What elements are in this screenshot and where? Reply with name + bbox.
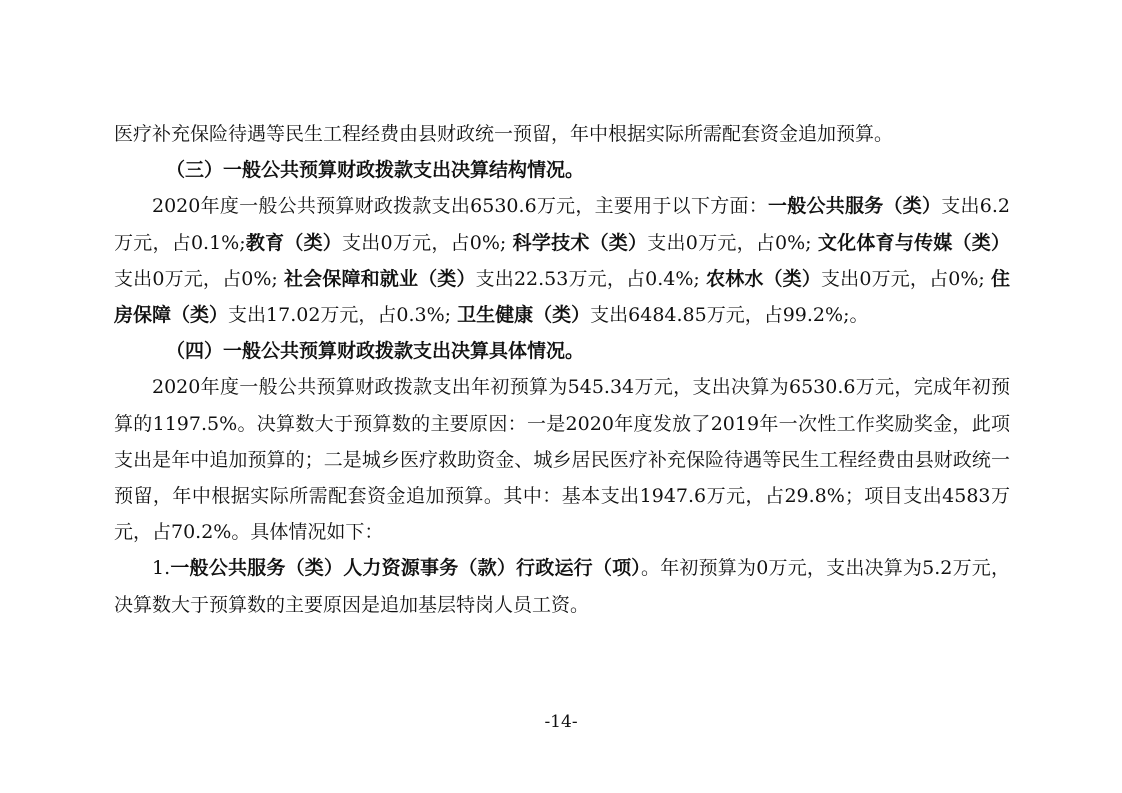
category-social-security-employment: 社会保障和就业（类） (283, 267, 476, 290)
category-culture-sports-media: 文化体育与传媒（类） (817, 231, 1011, 254)
category-education: 教育（类） (245, 231, 343, 254)
paragraph-text: 支出0万元，占0%; (342, 231, 513, 254)
item-title: 一般公共服务（类）人力资源事务（款）行政运行（项） (170, 557, 641, 580)
paragraph-details: 2020年度一般公共预算财政拨款支出年初预算为545.34万元，支出决算为6530.6万元，完成年初预算的1197.5%。决算数大于预算数的主要原因：一是2020年度发放了2019年一次性工作奖励奖金，此项支出是年中追加预算的；二是城乡医疗救助资金、城乡居民医疗补充保险待遇等民生工程经费由县财政统一预留，年中根据实际所需配套资金追加预算。其中：基本支出1947.6万元，占29.8%；项目支出4583万元，占70.2%。具体情况如下： (114, 376, 1010, 544)
paragraph-item-1 (114, 550, 1010, 622)
category-agriculture-forestry-water: 农林水（类） (706, 267, 822, 290)
paragraph-text: 2020年度一般公共预算财政拨款支出6530.6万元，主要用于以下方面： (152, 195, 768, 218)
category-health: 卫生健康（类） (457, 304, 591, 327)
paragraph-text: 支出17.02万元，占0.3%; (228, 304, 458, 327)
item-number: 1. (152, 557, 171, 580)
item-text: 。年初预算为0万元，支出决算为5.2万元，决算数大于预算数的主要原因是追加基层特岗人员工资。 (114, 557, 1010, 616)
paragraph-text: 支出6484.85万元，占99.2%;。 (590, 304, 869, 327)
section-heading-4: （四）一般公共预算财政拨款支出决算具体情况。 (166, 340, 585, 363)
paragraph-structure (114, 188, 1010, 333)
paragraph-text: 支出0万元，占0%; (647, 231, 818, 254)
category-general-public-services: 一般公共服务（类） (767, 195, 942, 218)
category-housing-security: 住房保障（类） (114, 267, 1011, 327)
paragraph-text: 支出0万元，占0%; (821, 267, 991, 290)
page-number: -14- (544, 712, 578, 732)
paragraph-text: 支出22.53万元，占0.4%; (475, 267, 707, 290)
paragraph-text: 支出0万元，占0%; (114, 267, 284, 290)
document-body (114, 116, 1010, 623)
category-science-technology: 科学技术（类） (512, 231, 648, 254)
paragraph-text: 支出6.2万元，占0.1%; (114, 195, 1010, 254)
section-heading-3: （三）一般公共预算财政拨款支出决算结构情况。 (166, 159, 585, 182)
paragraph-continuation: 医疗补充保险待遇等民生工程经费由县财政统一预留，年中根据实际所需配套资金追加预算。 (114, 123, 894, 145)
